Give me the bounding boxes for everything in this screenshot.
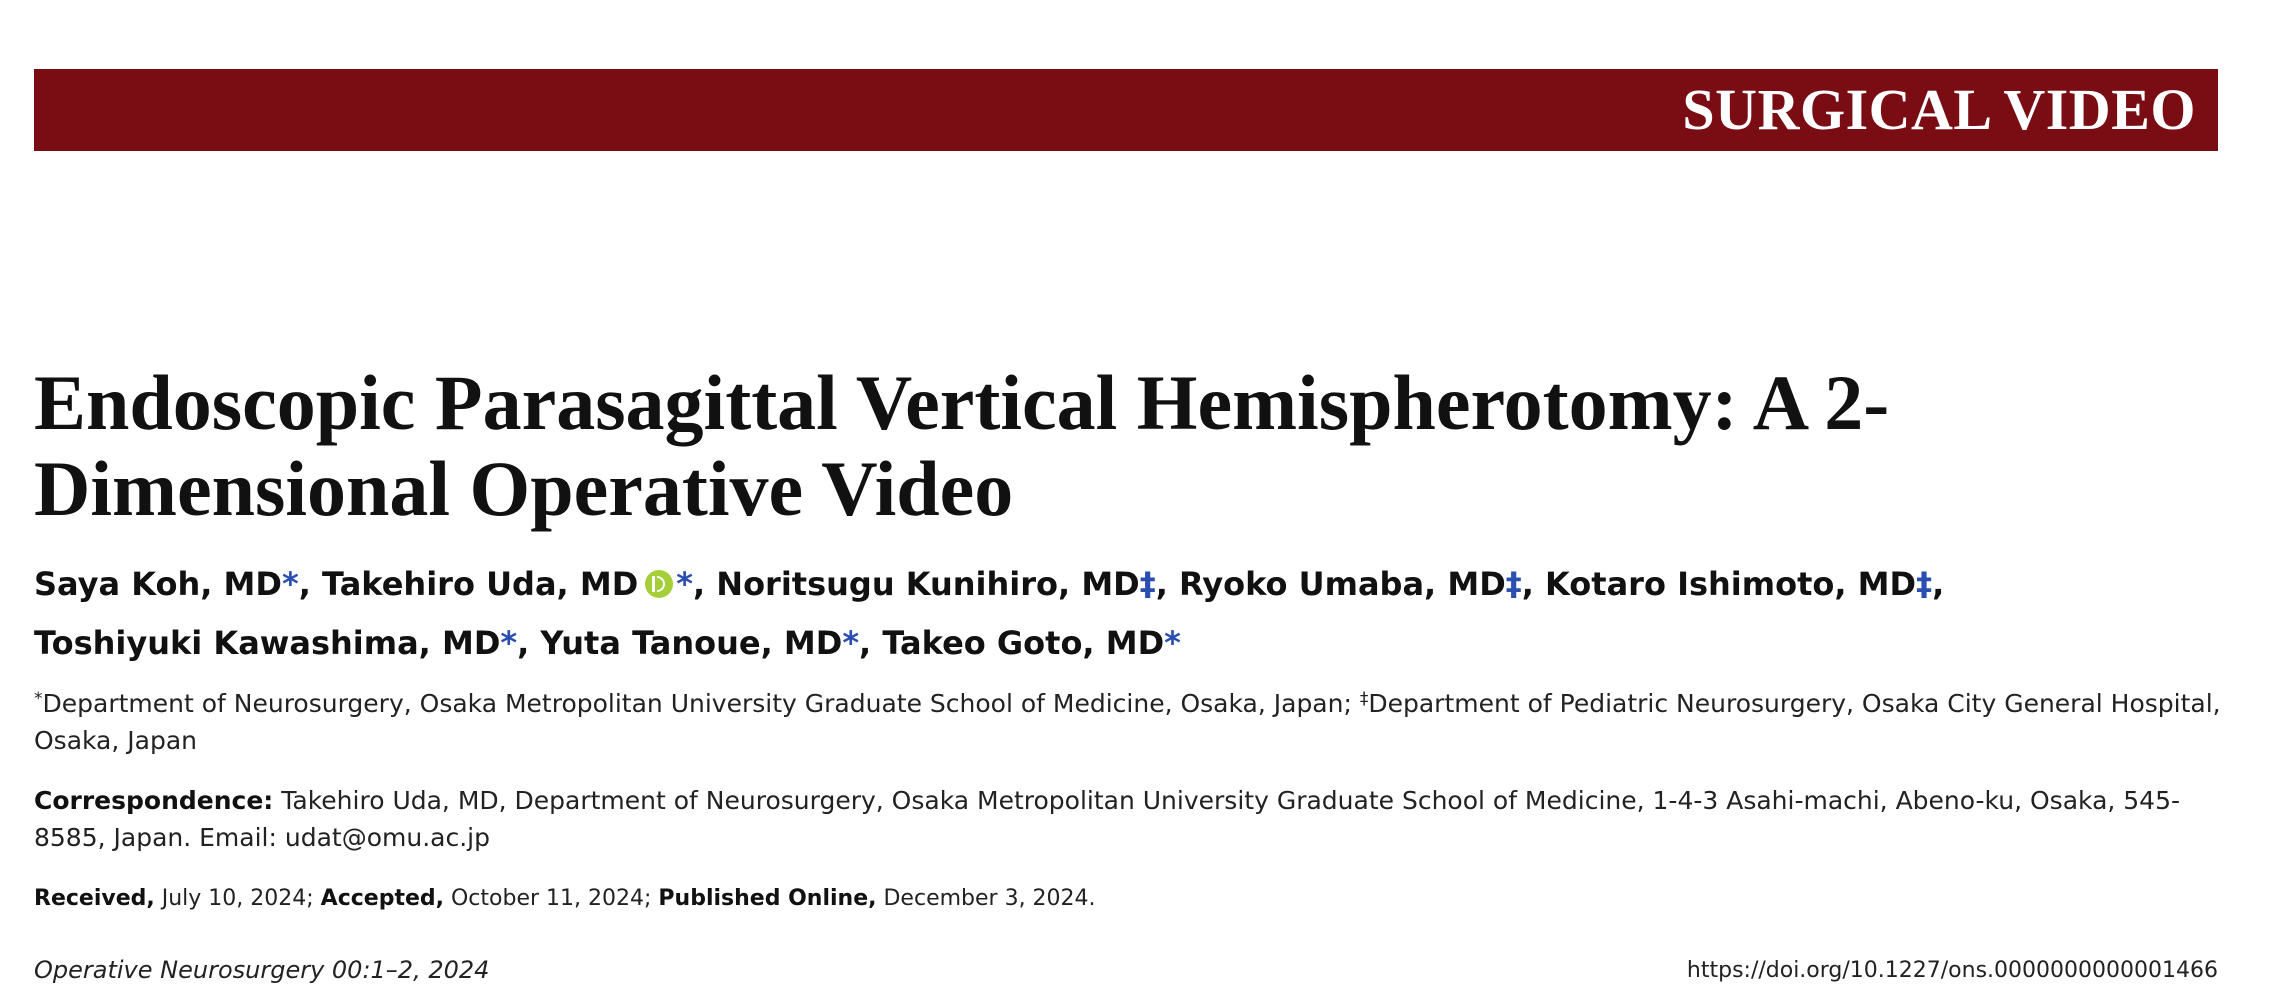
author-list (34, 555, 2234, 673)
author-line-1 (34, 555, 2234, 614)
author-separator: , (298, 565, 322, 603)
author-name: Noritsugu Kunihiro, MD (716, 565, 1140, 603)
author-line-2 (34, 614, 2234, 673)
author-separator: , (1521, 565, 1546, 603)
accepted-label: Accepted, (320, 886, 444, 911)
author-separator: , (517, 624, 541, 662)
affiliation-mark: ‡ (1916, 565, 1933, 603)
affiliation-text: Department of Pediatric Neurosurgery, Osaka City General Hospital, Osaka, Japan (34, 689, 2221, 755)
author-name: Kotaro Ishimoto, MD (1545, 565, 1917, 603)
correspondence-text: Takehiro Uda, MD, Department of Neurosurgery, Osaka Metropolitan University Graduate School of Medicine, 1-4-3 Asahi-machi, Abeno-ku, Osaka, 545-8585, Japan. Email: udat@omu.ac.jp (34, 786, 2181, 852)
correspondence-label: Correspondence: (34, 786, 274, 815)
author-name: Saya Koh, MD (34, 565, 282, 603)
affiliation-mark: ‡ (1139, 565, 1156, 603)
journal-citation: Operative Neurosurgery 00:1–2, 2024 (34, 956, 490, 984)
affiliation-mark: * (676, 565, 693, 603)
received-label: Received, (34, 886, 155, 911)
doi-link[interactable]: https://doi.org/10.1227/ons.0000000000001466 (1686, 958, 2218, 983)
author-name: Takehiro Uda, MD (321, 565, 639, 603)
affiliation-mark: * (1164, 624, 1181, 662)
orcid-icon[interactable] (645, 570, 673, 598)
author-name: Takeo Goto, MD (882, 624, 1165, 662)
author-name: Toshiyuki Kawashima, MD (34, 624, 501, 662)
correspondence (34, 782, 2224, 856)
published-label: Published Online, (658, 886, 877, 911)
affiliation-mark: * (842, 624, 860, 662)
publication-dates (34, 884, 2224, 914)
section-label: SURGICAL VIDEO (1682, 77, 2196, 142)
affiliation-mark: * (281, 565, 299, 603)
affiliation-text: Department of Neurosurgery, Osaka Metropolitan University Graduate School of Medicine, Osaka, Japan; (42, 689, 1360, 718)
affiliations (34, 685, 2224, 759)
accepted-date: October 11, 2024; (444, 886, 659, 911)
author-separator: , (692, 565, 717, 603)
affiliation-mark: * (34, 689, 43, 709)
affiliation-mark: ‡ (1505, 565, 1522, 603)
author-separator: , (1155, 565, 1180, 603)
article-title: Endoscopic Parasagittal Vertical Hemispherotomy: A 2-Dimensional Operative Video (34, 359, 1890, 532)
author-name: Yuta Tanoue, MD (540, 624, 843, 662)
received-date: July 10, 2024; (154, 886, 321, 911)
affiliation-mark: * (500, 624, 518, 662)
affiliation-mark: ‡ (1359, 689, 1369, 709)
author-separator: , (1932, 565, 1945, 603)
published-date: December 3, 2024. (876, 886, 1096, 911)
author-name: Ryoko Umaba, MD (1179, 565, 1506, 603)
section-banner (34, 69, 2218, 151)
author-separator: , (859, 624, 883, 662)
